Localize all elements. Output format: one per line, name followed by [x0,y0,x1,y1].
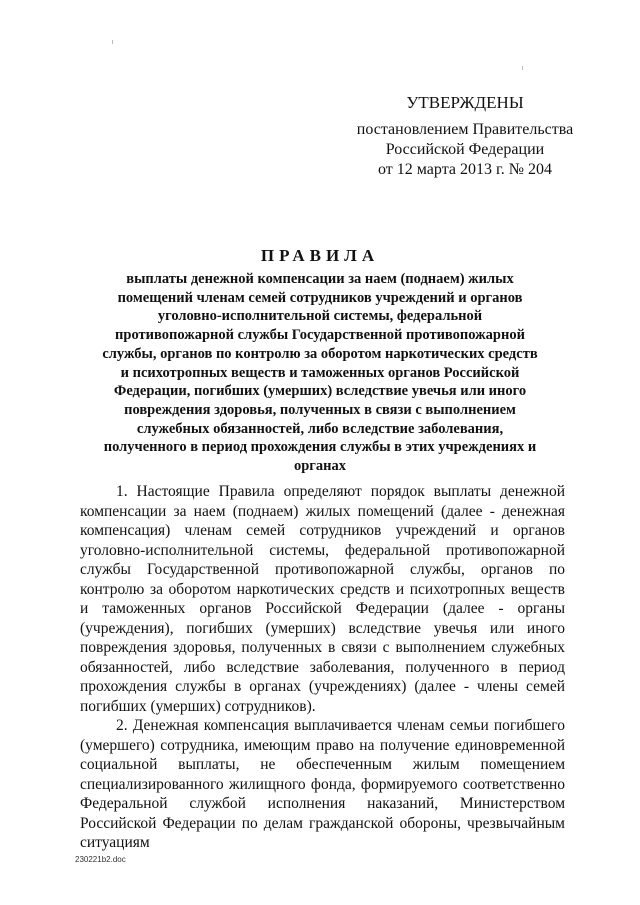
approval-heading: УТВЕРЖДЕНЫ [406,93,524,112]
approval-line: постановлением Правительства [356,121,574,138]
document-subtitle: выплаты денежной компенсации за наем (поднаем) жилых помещений членам семей сотрудников учреждений и органов уголовно-исполнительной системы, федеральной противопожарной службы Государственной противопожарной службы, органов по контролю за оборотом наркотических средств и психотропных веществ и таможенных органов Российской Федерации, погибших (умерших) вследствие увечья или иного повреждения здоровья, полученных в связи с выполнением служебных обязанностей, либо вследствие заболевания, полученного в период прохождения службы в этих учреждениях и органах [102,271,538,475]
approval-line: от 12 марта 2013 г. № 204 [378,161,552,178]
scan-mark-left [112,40,113,44]
scan-mark-right [522,66,523,70]
document-body [80,482,565,853]
document-title: ПРАВИЛА [260,246,380,265]
approval-block [350,93,580,180]
approval-line: Российской Федерации [385,141,545,158]
paragraph-1: 1. Настоящие Правила определяют порядок выплаты денежной компенсации за наем (поднаем) жилых помещений (далее - денежная компенсация) членам семей сотрудников учреждений и органов уголовно-исполнительной системы, федеральной противопожарной службы Государственной противопожарной службы, органов по контролю за оборотом наркотических средств и психотропных веществ и таможенных органов Российской Федерации (далее - органы (учреждения), погибших (умерших) вследствие увечья или иного повреждения здоровья, полученных в связи с выполнением служебных обязанностей, либо вследствие заболевания, полученного в период прохождения службы в органах (учреждениях) (далее - члены семей погибших (умерших) сотрудников). [80,483,565,715]
paragraph-2: 2. Денежная компенсация выплачивается членам семьи погибшего (умершего) сотрудника, имеющим право на получение единовременной социальной выплаты, не обеспеченным жилым помещением специализированного жилищного фонда, формируемого соответственно Федеральной службой исполнения наказаний, Министерством Российской Федерации по делам гражданской обороны, чрезвычайным ситуациям [80,717,565,851]
footer-filename: 230221b2.doc [75,855,126,864]
